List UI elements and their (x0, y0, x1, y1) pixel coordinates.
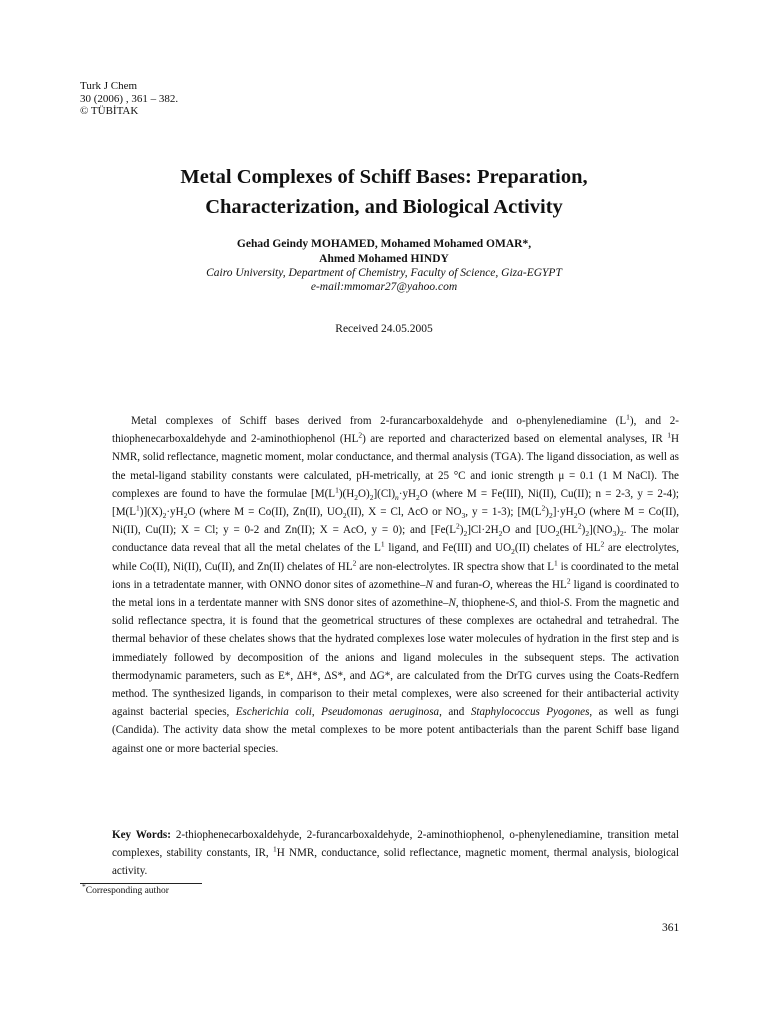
journal-volume: 30 (2006) , 361 – 382. (80, 92, 179, 105)
journal-name: Turk J Chem (80, 80, 138, 92)
keywords-label: Key Words: (112, 829, 171, 841)
page-number: 361 (662, 922, 680, 934)
species-name: Pseudomonas aeruginosa (321, 706, 440, 719)
abstract (112, 412, 679, 758)
affiliation-block (0, 266, 768, 294)
author-list (0, 237, 768, 267)
species-name: Escherichia coli (235, 706, 312, 719)
received-date: Received 24.05.2005 (335, 323, 433, 335)
species-name: Staphylococcus Pyogones (470, 706, 590, 719)
footnote-mark: * (82, 881, 86, 891)
footnote-text: Corresponding author (85, 886, 169, 896)
footnote-divider (80, 883, 202, 884)
title-line-1: Metal Complexes of Schiff Bases: Preparation, (180, 166, 588, 188)
journal-copyright: © TÜBİTAK (80, 105, 139, 117)
keywords-paragraph: Key Words: 2-thiophenecarboxaldehyde, 2-furancarboxaldehyde, 2-aminothiophenol, o-phenylenediamine, transition metal complexes, stability constants, IR, $^1$H NMR, conductance, solid reflectance, magnetic moment, thermal analysis, biological activity. (112, 829, 679, 878)
title-line-2: Characterization, and Biological Activity (205, 196, 563, 218)
footnote (82, 881, 169, 896)
affiliation: Cairo University, Department of Chemistry, Faculty of Science, Giza-EGYPT (206, 267, 562, 279)
authors-line-1: Gehad Geindy MOHAMED, Mohamed Mohamed OMAR*, (236, 238, 532, 250)
authors-line-2: Ahmed Mohamed HINDY (319, 253, 449, 265)
paper-title (0, 162, 768, 222)
abstract-paragraph: Metal complexes of Schiff bases derived from 2-furancarboxaldehyde and o-phenylenediamine $(L^1)$, and 2-thiophenecarboxaldehyde and 2-aminothiophenol $(HL^2)$ are reported and characterized based on elemental analyses, IR $^1$H NMR, solid reflectance, magnetic moment, molar conductance, and thermal analysis (TGA). The ligand dissociation, as well as the metal-ligand stability constants were calculated, pH-metrically, at 25 °C and ionic strength μ = 0.1 (1 M NaCl). The complexes are found to have the formulae $[M(L^1)(H_2O)_2](Cl)_n\cdot yH_2O$ (where M = Fe(III), Ni(II), Cu(II); n = 2-3, y = 2-4); $[M(L^1)](X)_2\cdot yH_2O$ (where M = Co(II), Zn(II), $UO_2(II)$, X = Cl, AcO or $NO_3$, y = 1-3); $[M(L^2)_2]\cdot yH_2O$ (where M = Co(II), Ni(II), Cu(II); X = Cl; y = 0-2 and Zn(II); X = AcO, y = 0); and $[Fe(L^2)_2]Cl\cdot 2H_2O$ and $[UO_2(HL^2)_2](NO_3)_2$. The molar conductance data reveal that all the metal chelates of the $L^1$ ligand, and Fe(III) and $UO_2(II)$ chelates of $HL^2$ are electrolytes, while Co(II), Ni(II), Cu(II), and Zn(II) chelates of $HL^2$ are non-electrolytes. IR spectra show that $L^1$ is coordinated to the metal ions in a tetradentate manner, with ONNO donor sites of azomethine–N and furan-O, whereas the $HL^2$ ligand is coordinated to the metal ions in a terdentate manner with SNS donor sites of azomethine–N, thiophene-S, and thiol-S. From the magnetic and solid reflectance spectra, it is found that the geometrical structures of these complexes are octahedral and tetrahedral. The thermal behavior of these chelates shows that the hydrated complexes lose water molecules of hydration in the first step and is immediately followed by decomposition of the anions and ligand molecules in the subsequent steps. The activation thermodynamic parameters, such as E*, ΔH*, ΔS*, and ΔG*, are calculated from the DrTG curves using the Coats-Redfern method. The synthesized ligands, in comparison to their metal complexes, were also screened for their antibacterial activity against bacterial species, Escherichia coli, Pseudomonas aeruginosa, and Staphylococcus Pyogones, as well as fungi (Candida). The activity data show the metal complexes to be more potent antibacterials than the parent Schiff base ligand against one or more bacterial species. (112, 412, 680, 755)
author-email: e-mail:mmomar27@yahoo.com (310, 281, 458, 293)
keywords (112, 826, 679, 881)
journal-citation (80, 80, 178, 118)
